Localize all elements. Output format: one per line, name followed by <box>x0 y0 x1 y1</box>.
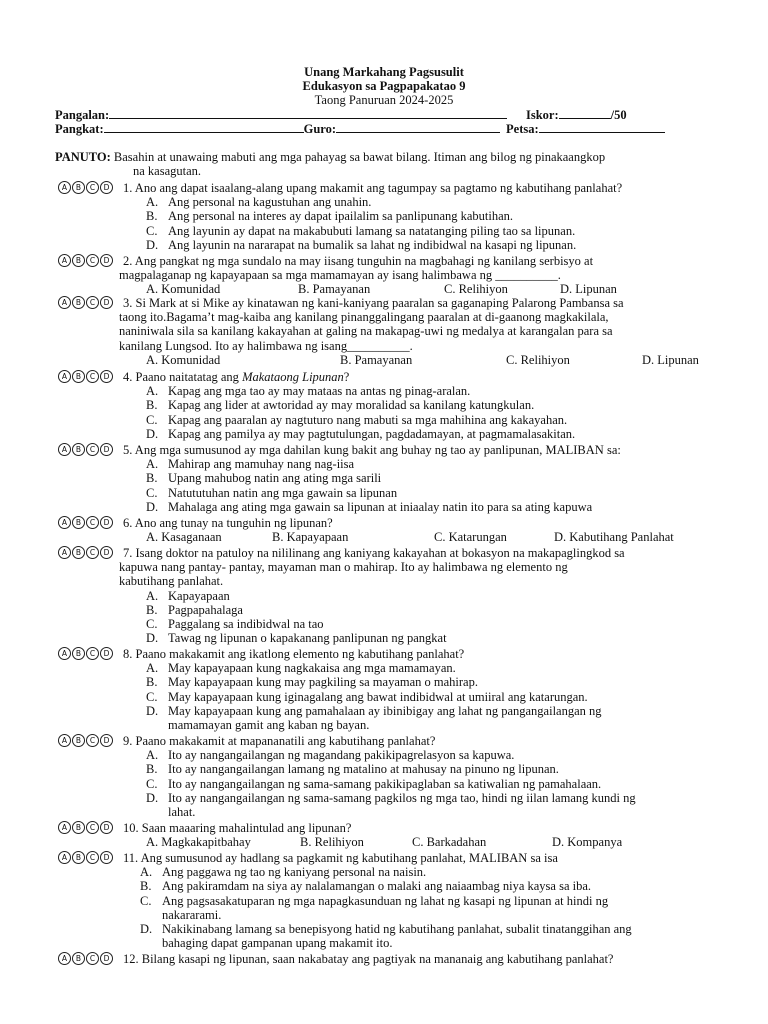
bubble-a[interactable]: A <box>58 254 71 267</box>
option-text: Mahalaga ang ating mga gawain sa lipunan at iniaalay natin ito para sa ating kapuwa <box>168 499 593 514</box>
option-letter: D. <box>146 426 159 441</box>
option-letter: B. <box>146 675 158 690</box>
bubble-d[interactable]: D <box>100 821 113 834</box>
score-line <box>526 108 627 122</box>
bubble-d[interactable]: D <box>100 443 113 456</box>
question-text: 3. Si Mark at si Mike ay kinatawan ng kani-kaniyang paaralan sa gaganaping Palarong Pambansa sa <box>123 296 624 310</box>
bubble-b[interactable]: B <box>72 296 85 309</box>
option-text: May kapayapaan kung ang pamahalaan ay ibinibigay ang lahat ng pangangailangan ng <box>168 703 602 718</box>
option-letter: D. <box>146 790 159 805</box>
option-b: B. Pamayanan <box>298 282 371 297</box>
option-d <box>146 631 447 645</box>
bubble-c[interactable]: C <box>86 546 99 559</box>
question-text: 9. Paano makakamit at mapananatili ang kabutihang panlahat? <box>123 734 436 748</box>
option-b <box>146 398 534 412</box>
option-text: Ito ay nangangailangan ng sama-samang pakikipaglaban sa katiwalian ng pamahalaan. <box>168 776 602 791</box>
option-d: D. Kabutihang Panlahat <box>554 530 674 545</box>
bubble-a[interactable]: A <box>58 647 71 660</box>
option-text: Paggalang sa indibidwal na tao <box>168 617 324 631</box>
option-letter: C. <box>146 776 158 791</box>
question-text: 6. Ano ang tunay na tunguhin ng lipunan? <box>123 516 333 530</box>
option-text: Ang personal na interes ay dapat ipailalim sa panlipunang kabutihan. <box>168 209 514 224</box>
bubble-b[interactable]: B <box>72 181 85 194</box>
option-letter: D. <box>146 237 159 252</box>
option-letter: B. <box>146 209 158 224</box>
option-c <box>146 486 397 500</box>
bubble-d[interactable]: D <box>100 181 113 194</box>
bubble-a[interactable]: A <box>58 546 71 559</box>
section-line <box>55 122 665 136</box>
option-c <box>146 777 601 791</box>
date-label: Petsa: <box>506 122 539 136</box>
question-text: 2. Ang pangkat ng mga sundalo na may iisang tunguhin na magbahagi ng kanilang serbisyo at <box>123 254 594 268</box>
option-letter: C. <box>146 223 158 238</box>
question-text-part: ? <box>343 370 350 384</box>
answer-bubbles <box>58 821 113 834</box>
question-text: kabutihang panlahat. <box>119 574 224 589</box>
bubble-b[interactable]: B <box>72 647 85 660</box>
option-text: Upang mahubog natin ang ating mga sarili <box>168 471 382 486</box>
option-letter: A. <box>146 588 159 603</box>
option-a <box>140 865 426 879</box>
bubble-d[interactable]: D <box>100 370 113 383</box>
bubble-b[interactable]: B <box>72 443 85 456</box>
question-emphasis: Makataong Lipunan <box>242 370 344 384</box>
question-text: kapuwa nang pantay- pantay, mayaman man o mahirap. Ito ay halimbawa ng elemento ng <box>119 560 568 575</box>
option-letter: A. <box>146 384 159 399</box>
bubble-c[interactable]: C <box>86 516 99 529</box>
question-text: 5. Ang mga sumusunod ay mga dahilan kung bakit ang buhay ng tao ay panlipunan, MALIBAN sa: <box>123 443 621 457</box>
option-text: Ang paggawa ng tao ng kaniyang personal na naisin. <box>162 865 427 880</box>
bubble-c[interactable]: C <box>86 647 99 660</box>
option-d <box>146 500 592 514</box>
option-c <box>146 690 588 704</box>
option-b: B. Kapayapaan <box>272 530 349 545</box>
option-text: Nakikinabang lamang sa benepisyong hatid ng kabutihang panlahat, subalit tinatanggihan ang <box>162 922 632 936</box>
option-text: Kapag ang mga tao ay may mataas na antas ng pinag-aralan. <box>168 384 471 399</box>
option-text-cont: bahaging dapat gampanan upang makamit ito. <box>162 936 393 951</box>
bubble-c[interactable]: C <box>86 370 99 383</box>
option-letter: A. <box>146 748 159 763</box>
bubble-a[interactable]: A <box>58 296 71 309</box>
option-letter: C. <box>146 617 158 631</box>
option-d <box>146 238 576 252</box>
option-text-cont: lahat. <box>168 805 196 819</box>
option-d: D. Lipunan <box>642 352 699 367</box>
option-b <box>146 762 559 776</box>
option-b <box>146 471 381 485</box>
bubble-b[interactable]: B <box>72 851 85 864</box>
option-c <box>146 617 324 631</box>
score-total: /50 <box>610 108 627 122</box>
option-letter: B. <box>146 471 158 486</box>
answer-bubbles <box>58 851 113 864</box>
option-letter: C. <box>146 485 158 500</box>
question-text: 11. Ang sumusunod ay hadlang sa pagkamit ng kabutihang panlahat, MALIBAN sa isa <box>123 851 558 865</box>
question-text: 8. Paano makakamit ang ikatlong elemento ng kabutihang panlahat? <box>123 647 465 661</box>
option-text: Pagpapahalaga <box>168 602 243 617</box>
answer-bubbles <box>58 734 113 747</box>
bubble-a[interactable]: A <box>58 821 71 834</box>
teacher-field[interactable] <box>336 122 500 133</box>
option-letter: A. <box>146 457 159 472</box>
option-text: Ito ay nangangailangan ng sama-samang pagkilos ng mga tao, hindi ng iilan lamang kundi ng <box>168 790 636 805</box>
bubble-d[interactable]: D <box>100 851 113 864</box>
option-text: Kapag ang lider at awtoridad ay may moralidad sa kanilang katungkulan. <box>168 398 535 413</box>
option-c: C. Relihiyon <box>444 282 508 297</box>
option-c: C. Katarungan <box>434 530 507 545</box>
score-field[interactable] <box>559 108 611 119</box>
bubble-c[interactable]: C <box>86 952 99 965</box>
answer-bubbles <box>58 254 113 267</box>
bubble-c[interactable]: C <box>86 443 99 456</box>
bubble-b[interactable]: B <box>72 734 85 747</box>
option-text-cont: nakararami. <box>162 907 222 922</box>
question-text: 1. Ano ang dapat isaalang-alang upang makamit ang tagumpay sa pagtamo ng kabutihang panlahat? <box>123 181 623 195</box>
option-text: Tawag ng lipunan o kapakanang panlipunan ng pangkat <box>168 631 447 646</box>
bubble-c[interactable]: C <box>86 296 99 309</box>
answer-bubbles <box>58 516 113 529</box>
bubble-d[interactable]: D <box>100 254 113 267</box>
name-field[interactable] <box>109 108 507 119</box>
directions-text-1: Basahin at unawaing mabuti ang mga pahayag sa bawat bilang. Itiman ang bilog ng pinakaangkop <box>113 150 606 164</box>
option-b: B. Pamayanan <box>340 352 413 367</box>
bubble-d[interactable]: D <box>100 734 113 747</box>
bubble-d[interactable]: D <box>100 647 113 660</box>
option-a <box>146 457 354 471</box>
option-c <box>140 894 608 908</box>
option-letter: A. <box>146 661 159 676</box>
question-text: magpalaganap ng kapayapaan sa mga mamamayan ay isang halimbawa ng __________. <box>119 268 561 283</box>
question-text: kanilang Lungsod. Ito ay halimbawa ng isang__________. <box>119 338 413 353</box>
directions <box>55 150 605 164</box>
option-d <box>146 704 602 718</box>
bubble-a[interactable]: A <box>58 851 71 864</box>
option-c: C. Relihiyon <box>506 352 570 367</box>
option-b <box>146 603 243 617</box>
bubble-b[interactable]: B <box>72 546 85 559</box>
option-text: Ito ay nangangailangan lamang ng matalino at mahusay na pinuno ng lipunan. <box>168 762 559 777</box>
exam-title: Unang Markahang Pagsusulit <box>304 65 464 79</box>
option-letter: C. <box>140 893 152 908</box>
question-text: 10. Saan maaaring mahalintulad ang lipunan? <box>123 821 352 835</box>
option-a: A. Komunidad <box>146 282 221 297</box>
bubble-b[interactable]: B <box>72 254 85 267</box>
option-d <box>140 922 632 936</box>
option-b <box>140 879 591 893</box>
option-letter: A. <box>146 195 159 210</box>
option-letter: D. <box>146 499 159 514</box>
bubble-b[interactable]: B <box>72 952 85 965</box>
exam-subject: Edukasyon sa Pagpapakatao 9 <box>302 79 466 93</box>
answer-bubbles <box>58 952 113 965</box>
bubble-b[interactable]: B <box>72 516 85 529</box>
section-field[interactable] <box>104 122 304 133</box>
option-letter: B. <box>146 398 158 413</box>
option-text: Ang layunin na nararapat na bumalik sa lahat ng indibidwal na kasapi ng lipunan. <box>168 237 577 252</box>
directions-text-2: na kasagutan. <box>133 164 202 178</box>
directions-label: PANUTO: <box>55 150 111 164</box>
option-letter: D. <box>140 922 153 936</box>
option-letter: D. <box>146 703 159 718</box>
option-letter: B. <box>146 762 158 777</box>
name-label: Pangalan: <box>55 108 110 122</box>
option-letter: A. <box>140 865 153 880</box>
option-letter: D. <box>146 631 159 646</box>
option-d <box>146 791 636 805</box>
option-text: Mahirap ang mamuhay nang nag-iisa <box>168 457 355 472</box>
option-text: Ang pakiramdam na siya ay nalalamangan o malaki ang naiaambag niya kaysa sa iba. <box>162 879 592 894</box>
question-text-part: 4. Paano naitatatag ang <box>123 370 243 384</box>
option-d: D. Lipunan <box>560 282 617 297</box>
bubble-c[interactable]: C <box>86 254 99 267</box>
answer-bubbles <box>58 181 113 194</box>
option-a <box>146 195 371 209</box>
answer-bubbles <box>58 546 113 559</box>
bubble-a[interactable]: A <box>58 516 71 529</box>
bubble-a[interactable]: A <box>58 370 71 383</box>
option-text: May kapayapaan kung nagkakaisa ang mga mamamayan. <box>168 661 456 676</box>
option-text: Ang pagsasakatuparan ng mga napagkasunduan ng lahat ng kasapi ng lipunan at hindi ng <box>162 893 609 908</box>
school-year: Taong Panuruan 2024-2025 <box>314 93 454 107</box>
option-letter: B. <box>140 879 152 894</box>
bubble-c[interactable]: C <box>86 181 99 194</box>
bubble-b[interactable]: B <box>72 370 85 383</box>
option-text: Ang layunin ay dapat na makabubuti lamang sa natatanging piling tao sa lipunan. <box>168 223 576 238</box>
question-text: taong ito.Bagama’t mag-kaiba ang kanilang pinanggalingang paaralan at di-gaanong magkakilala, <box>119 310 609 325</box>
option-a <box>146 661 456 675</box>
bubble-d[interactable]: D <box>100 516 113 529</box>
option-text: Kapag ang pamilya ay may pagtutulungan, pagdadamayan, at pagmamalasakitan. <box>168 426 576 441</box>
option-b <box>146 209 513 223</box>
option-text: Kapayapaan <box>168 588 230 603</box>
bubble-c[interactable]: C <box>86 734 99 747</box>
bubble-a[interactable]: A <box>58 181 71 194</box>
score-label: Iskor: <box>526 108 559 122</box>
option-letter: C. <box>146 412 158 427</box>
question-text: 7. Isang doktor na patuloy na nililinang ang kaniyang kakayahan at bokasyon na makapaglingkod sa <box>123 546 625 560</box>
option-d: D. Kompanya <box>552 835 623 850</box>
option-c <box>146 224 575 238</box>
option-a: A. Magkakapitbahay <box>146 835 251 850</box>
option-text-cont: mamamayan gamit ang kaban ng bayan. <box>168 718 370 732</box>
option-b: B. Relihiyon <box>300 835 364 850</box>
date-field[interactable] <box>539 122 665 133</box>
bubble-b[interactable]: B <box>72 821 85 834</box>
bubble-c[interactable]: C <box>86 821 99 834</box>
option-text: May kapayapaan kung iginagalang ang bawat indibidwal at umiiral ang katarungan. <box>168 689 588 704</box>
option-a: A. Komunidad <box>146 352 221 367</box>
bubble-a[interactable]: A <box>58 734 71 747</box>
bubble-a[interactable]: A <box>58 952 71 965</box>
option-text: Natututuhan natin ang mga gawain sa lipunan <box>168 485 398 500</box>
answer-bubbles <box>58 647 113 660</box>
option-c: C. Barkadahan <box>412 835 487 850</box>
answer-bubbles <box>58 296 113 309</box>
option-text: May kapayapaan kung may pagkiling sa mayaman o mahirap. <box>168 675 478 690</box>
option-letter: C. <box>146 689 158 704</box>
bubble-d[interactable]: D <box>100 296 113 309</box>
teacher-label: Guro: <box>303 122 337 136</box>
bubble-a[interactable]: A <box>58 443 71 456</box>
answer-bubbles <box>58 370 113 383</box>
option-b <box>146 675 478 689</box>
option-text: Kapag ang paaralan ay nagtuturo nang mabuti sa mga mahihina ang kakayahan. <box>168 412 568 427</box>
option-a <box>146 589 230 603</box>
option-letter: B. <box>146 602 158 617</box>
name-line <box>55 108 507 122</box>
bubble-d[interactable]: D <box>100 546 113 559</box>
question-text <box>123 370 349 384</box>
option-a: A. Kasaganaan <box>146 530 222 545</box>
question-text: 12. Bilang kasapi ng lipunan, saan nakabatay ang pagtiyak na mananaig ang kabutihang panlahat? <box>123 952 614 966</box>
option-a <box>146 748 514 762</box>
option-d <box>146 427 575 441</box>
option-text: Ang personal na kagustuhan ang unahin. <box>168 195 372 210</box>
option-c <box>146 413 567 427</box>
question-text: naniniwala sila sa kanilang kakayahan at galing na makapag-uwi ng medalya at karangalan para sa <box>119 324 613 339</box>
bubble-d[interactable]: D <box>100 952 113 965</box>
option-a <box>146 384 470 398</box>
section-label: Pangkat: <box>55 122 104 136</box>
answer-bubbles <box>58 443 113 456</box>
option-text: Ito ay nangangailangan ng magandang pakikipagrelasyon sa kapuwa. <box>168 748 515 763</box>
bubble-c[interactable]: C <box>86 851 99 864</box>
